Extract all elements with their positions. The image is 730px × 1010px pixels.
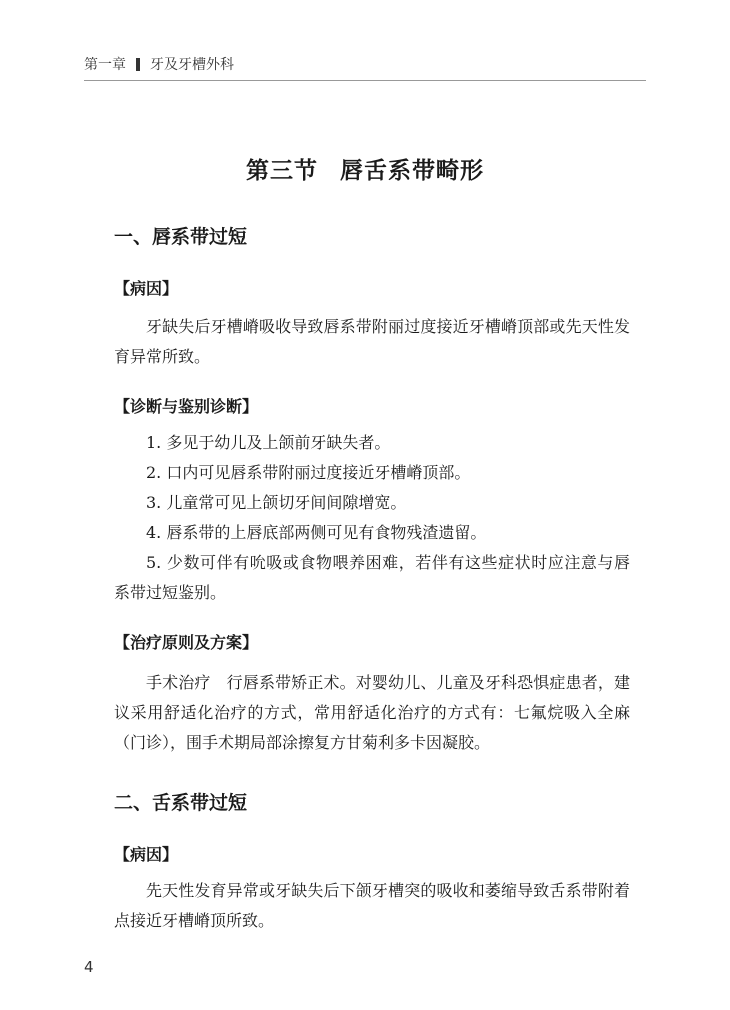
subsection-heading-1: 一、唇系带过短 xyxy=(114,226,248,248)
separator-bar xyxy=(136,58,140,71)
header-rule xyxy=(84,80,646,81)
section-number: 第三节 xyxy=(246,158,318,184)
cause-label-1: 【病因】 xyxy=(114,279,179,298)
section-title xyxy=(0,152,730,185)
cause-text-1: 牙缺失后牙槽嵴吸收导致唇系带附丽过度接近牙槽嵴顶部或先天性发育异常所致。 xyxy=(114,317,630,366)
chapter-title: 牙及牙槽外科 xyxy=(150,57,234,73)
diagnosis-item-1: 1. 多见于幼儿及上颌前牙缺失者。 xyxy=(146,433,391,452)
running-head xyxy=(84,54,234,74)
subsection-heading-2: 二、舌系带过短 xyxy=(114,792,248,814)
diagnosis-label: 【诊断与鉴别诊断】 xyxy=(114,397,259,416)
cause-text-2: 先天性发育异常或牙缺失后下颌牙槽突的吸收和萎缩导致舌系带附着点接近牙槽嵴顶所致。 xyxy=(114,881,630,930)
diagnosis-item-4: 4. 唇系带的上唇底部两侧可见有食物残渣遗留。 xyxy=(146,523,487,542)
cause-label-2: 【病因】 xyxy=(114,845,179,864)
diagnosis-item-2: 2. 口内可见唇系带附丽过度接近牙槽嵴顶部。 xyxy=(146,463,471,482)
chapter-label: 第一章 xyxy=(84,57,126,73)
treatment-text: 手术治疗 行唇系带矫正术。对婴幼儿、儿童及牙科恐惧症患者，建议采用舒适化治疗的方式，常用舒适化治疗的方式有：七氟烷吸入全麻（门诊），围手术期局部涂擦复方甘菊利多卡因凝胶。 xyxy=(114,673,630,752)
diagnosis-item-5: 5. 少数可伴有吮吸或食物喂养困难，若伴有这些症状时应注意与唇系带过短鉴别。 xyxy=(114,553,630,602)
section-name: 唇舌系带畸形 xyxy=(340,158,484,184)
treatment-label: 【治疗原则及方案】 xyxy=(114,633,259,652)
page-number: 4 xyxy=(84,958,94,976)
diagnosis-item-3: 3. 儿童常可见上颌切牙间间隙增宽。 xyxy=(146,493,407,512)
